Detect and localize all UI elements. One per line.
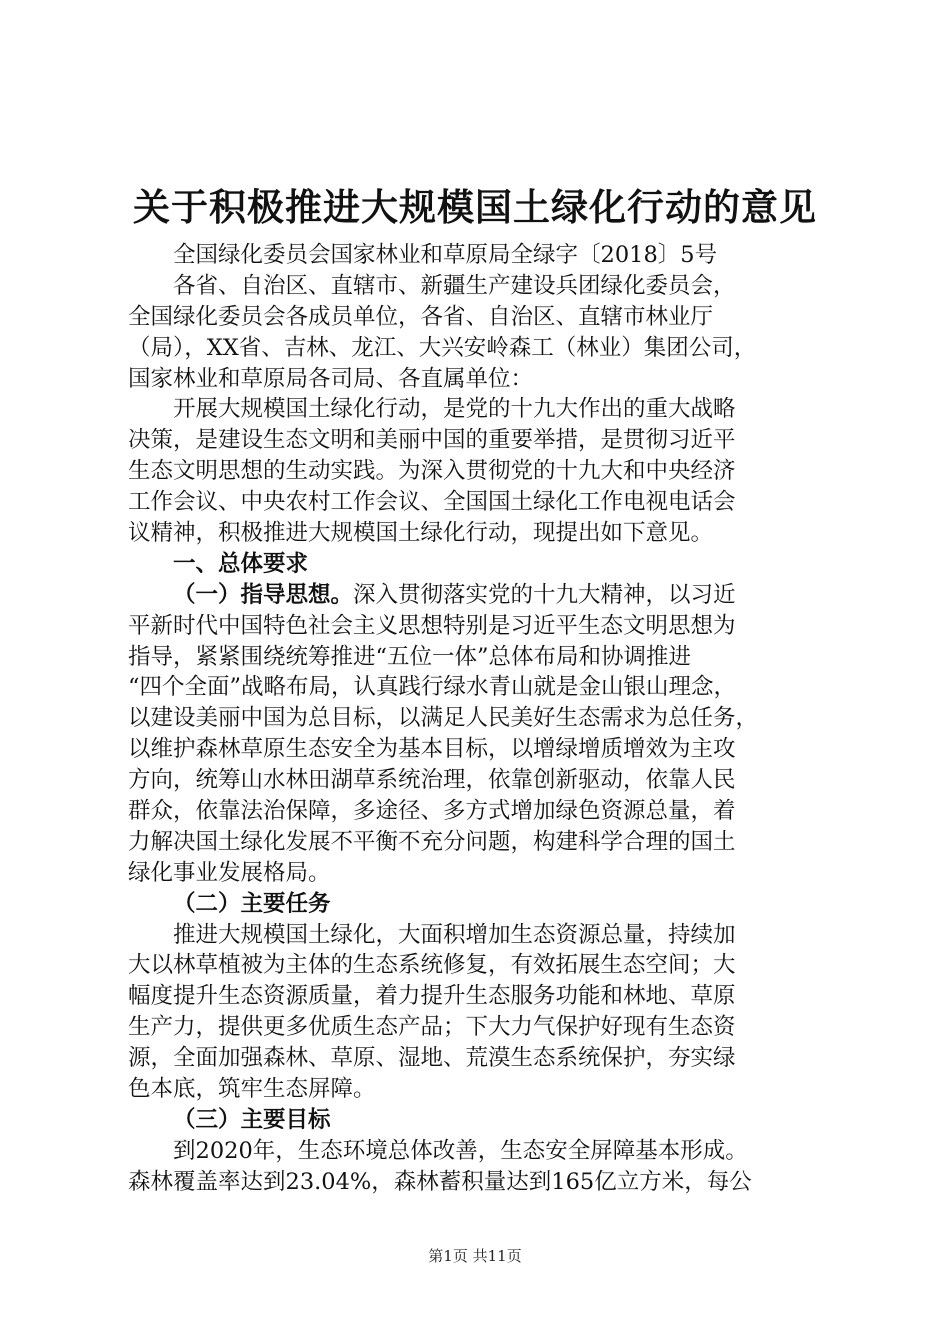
document-title: 关于积极推进大规模国土绿化行动的意见 <box>133 186 817 229</box>
paragraph-line: 色本底，筑牢生态屏障。 <box>128 1076 376 1103</box>
paragraph-line: 生产力，提供更多优质生态产品；下大力气保护好现有生态资 <box>128 1014 736 1041</box>
issuer-line: 全国绿化委员会国家林业和草原局全绿字〔2018〕5号 <box>173 242 718 268</box>
intro-line: 生态文明思想的生动实践。为深入贯彻党的十九大和中央经济 <box>128 458 736 485</box>
paragraph-line: 以维护森林草原生态安全为基本目标，以增绿增质增效为主攻 <box>128 736 736 763</box>
intro-line: 议精神，积极推进大规模国土绿化行动，现提出如下意见。 <box>128 520 714 547</box>
paragraph-line: 幅度提升生态资源质量，着力提升生态服务功能和林地、草原 <box>128 983 736 1010</box>
subsection-heading: （二）主要任务 <box>173 890 331 917</box>
paragraph-line: 源，全面加强森林、草原、湿地、荒漠生态系统保护，夯实绿 <box>128 1045 736 1072</box>
addressee-line: 国家林业和草原局各司局、各直属单位： <box>128 365 534 392</box>
document-body <box>128 240 848 1198</box>
subsection-first-line <box>128 580 848 611</box>
addressee-line: 全国绿化委员会各成员单位，各省、自治区、直辖市林业厅 <box>128 303 714 330</box>
paragraph-text: 深入贯彻落实党的十九大精神，以习近 <box>353 581 736 608</box>
addressee-line: 各省、自治区、直辖市、新疆生产建设兵团绿化委员会， <box>173 272 736 299</box>
paragraph-line: 群众，依靠法治保障，多途径、多方式增加绿色资源总量，着 <box>128 798 736 825</box>
paragraph-line: “四个全面”战略布局，认真践行绿水青山就是金山银山理念， <box>128 674 737 701</box>
paragraph-line: 指导，紧紧围绕统筹推进“五位一体”总体布局和协调推进 <box>128 643 692 670</box>
intro-line: 工作会议、中央农村工作会议、全国国土绿化工作电视电话会 <box>128 489 736 516</box>
paragraph-line: 绿化事业发展格局。 <box>128 859 331 886</box>
paragraph-line: 森林覆盖率达到23.04%，森林蓄积量达到165亿立方米，每公 <box>128 1168 752 1195</box>
paragraph-line: 推进大规模国土绿化，大面积增加生态资源总量，持续加 <box>173 921 736 948</box>
intro-line: 决策，是建设生态文明和美丽中国的重要举措，是贯彻习近平 <box>128 427 736 454</box>
paragraph-line: 到2020年，生态环境总体改善，生态安全屏障基本形成。 <box>173 1137 748 1164</box>
page-number-footer: 第1页 共11页 <box>428 1247 522 1265</box>
paragraph-line: 平新时代中国特色社会主义思想特别是习近平生态文明思想为 <box>128 612 736 639</box>
paragraph-line: 以建设美丽中国为总目标，以满足人民美好生态需求为总任务， <box>128 705 759 732</box>
section-heading: 一、总体要求 <box>173 550 309 577</box>
paragraph-line: 力解决国土绿化发展不平衡不充分问题，构建科学合理的国土 <box>128 828 736 855</box>
subsection-heading: （三）主要目标 <box>173 1106 331 1133</box>
paragraph-line: 方向，统筹山水林田湖草系统治理，依靠创新驱动，依靠人民 <box>128 767 736 794</box>
intro-line: 开展大规模国土绿化行动，是党的十九大作出的重大战略 <box>173 396 736 423</box>
paragraph-line: 大以林草植被为主体的生态系统修复，有效拓展生态空间；大 <box>128 952 736 979</box>
subsection-heading: （一）指导思想。 <box>173 581 354 608</box>
addressee-line: （局），XX省、吉林、龙江、大兴安岭森工（林业）集团公司， <box>128 334 757 361</box>
